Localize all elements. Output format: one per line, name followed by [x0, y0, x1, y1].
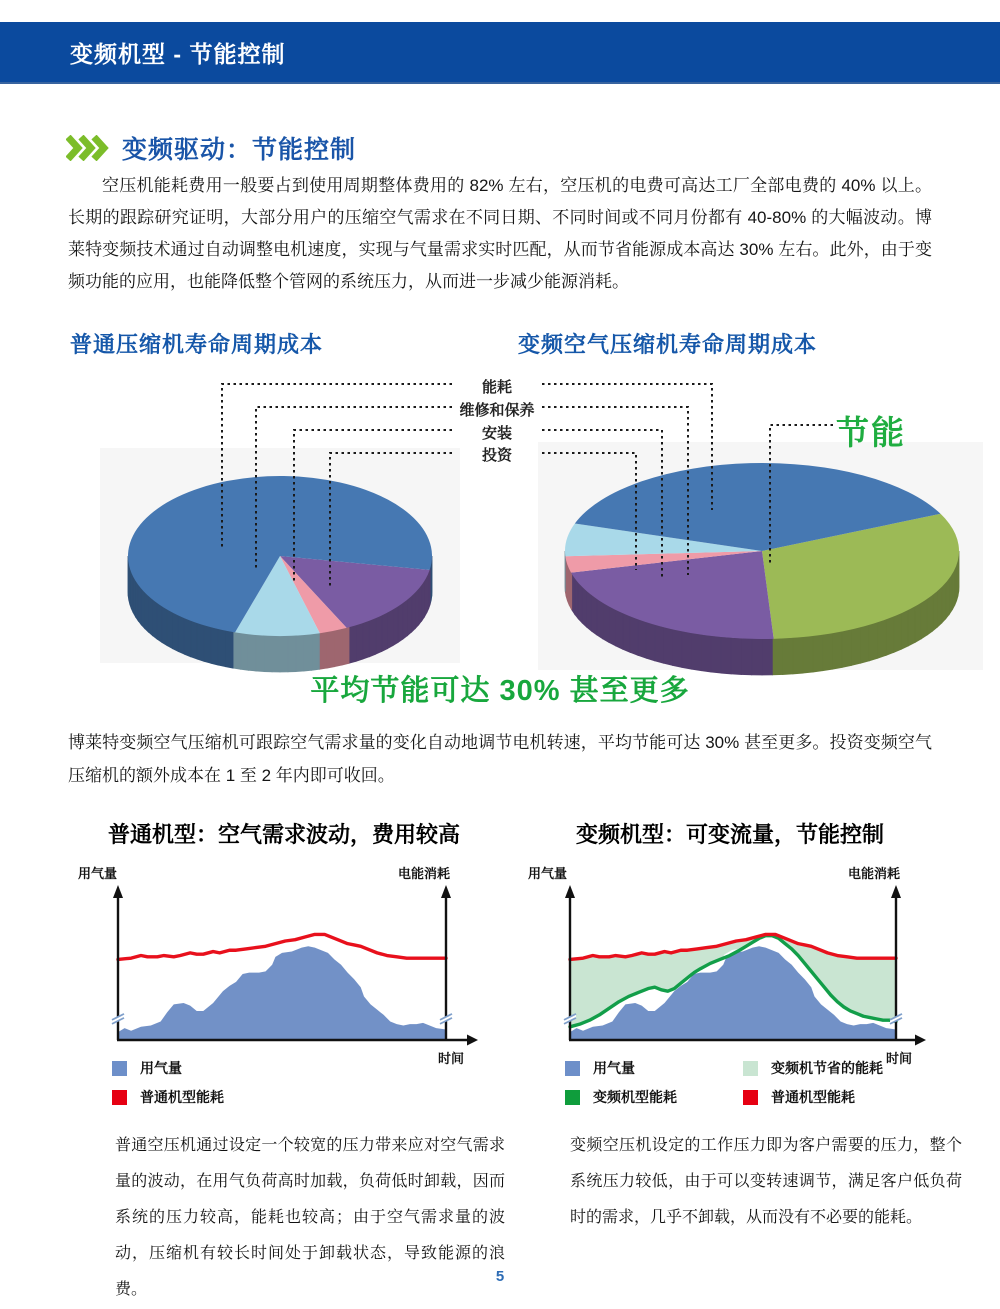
- pie-side-wall: [842, 629, 851, 667]
- pie-side-wall: [638, 619, 646, 658]
- pie-side-wall: [218, 629, 225, 667]
- y-axis-arrow: [891, 885, 901, 898]
- pie-side-wall: [248, 634, 256, 671]
- pie-side-wall: [342, 627, 349, 665]
- pie-side-wall: [256, 635, 264, 672]
- pie-side-wall: [901, 610, 908, 649]
- pie-side-wall: [241, 633, 249, 670]
- pie-side-wall: [691, 633, 701, 671]
- legend-swatch: [743, 1090, 758, 1105]
- pie-side-wall: [138, 585, 141, 625]
- pie-side-wall: [878, 619, 886, 658]
- x-axis-arrow: [915, 1035, 926, 1046]
- pie-side-wall: [304, 634, 312, 671]
- pie-side-wall: [908, 606, 915, 646]
- pie-side-wall: [363, 621, 370, 659]
- pie-side-wall: [949, 574, 952, 614]
- pie-side-wall: [403, 600, 408, 639]
- legend-swatch: [743, 1061, 758, 1076]
- pie-side-wall: [938, 587, 942, 627]
- pie-side-wall: [327, 631, 335, 668]
- area-chart-vfd-model: [528, 880, 928, 1055]
- legend-label: 用气量: [593, 1060, 635, 1076]
- pie-side-wall: [197, 623, 204, 661]
- pie-side-wall: [264, 636, 272, 672]
- pie-side-wall: [616, 610, 623, 649]
- pie-side-wall: [869, 622, 877, 661]
- pie-side-wall: [319, 632, 327, 669]
- pie-side-wall: [603, 603, 609, 643]
- pie-side-wall: [630, 616, 638, 655]
- y-axis-label-left-chart-demand: 用气量: [78, 866, 118, 881]
- intro-paragraph: 空压机能耗费用一般要占到使用周期整体费用的 82% 左右，空压机的电费可高达工厂全部电费的 40% 以上。长期的跟踪研究证明，大部分用户的压缩空气需求在不同日期、不同时间或不同月份都有 40-80% 的大幅波动。博莱特变频技术通过自动调整电机速度，实现与气量需求实时匹配，从而节省能源成本高达 30% 左右。此外，由于变频功能的应用，也能降低整个管网的系统压力，从而进一步减少能源消耗。: [68, 176, 932, 291]
- pie-side-wall: [586, 591, 591, 631]
- legend-item: [743, 1089, 958, 1105]
- y-axis-label-left-chart-power: 电能消耗: [397, 866, 450, 881]
- pie-side-wall: [272, 636, 280, 672]
- pie-side-wall: [162, 606, 167, 645]
- legend-item: [112, 1060, 224, 1076]
- chart-title-left: 普通机型：空气需求波动，费用较高: [107, 822, 460, 847]
- pie-side-wall: [398, 603, 403, 642]
- x-axis-label-right-chart: 时间: [886, 1051, 913, 1066]
- legend-item: [565, 1060, 743, 1076]
- pie-side-wall: [415, 589, 418, 629]
- legend-item: [565, 1089, 743, 1105]
- legend-label: 变频机型能耗: [593, 1089, 677, 1105]
- pie-side-wall: [173, 613, 179, 652]
- pie-side-wall: [655, 625, 664, 663]
- pie-side-wall: [664, 627, 673, 665]
- legend-swatch: [112, 1061, 127, 1076]
- pie-side-wall: [673, 629, 682, 667]
- pie-side-wall: [280, 636, 288, 672]
- pie-side-wall: [591, 595, 596, 635]
- mid-paragraph: 博莱特变频空气压缩机可跟踪空气需求量的变化自动地调节电机转速，平均节能可达 30% 甚至更多。投资变频空气压缩机的额外成本在 1 至 2 年内即可收回。: [68, 733, 932, 785]
- pie-title-right: 变频空气压缩机寿命周期成本: [518, 332, 818, 357]
- pie-side-wall: [572, 574, 575, 614]
- page-header-title: 变频机型 - 节能控制: [70, 40, 286, 67]
- pie-side-wall: [813, 635, 823, 672]
- pie-side-wall: [597, 599, 603, 639]
- pie-side-wall: [927, 595, 932, 635]
- pie-label-investment: 投资: [481, 447, 512, 464]
- pie-side-wall: [167, 610, 172, 649]
- pie-label-installation: 安装: [481, 425, 512, 442]
- pie-side-wall: [412, 592, 416, 632]
- legend-right-chart: [565, 1060, 958, 1105]
- pie-side-wall: [609, 606, 616, 646]
- pie-side-wall: [701, 635, 711, 672]
- pie-side-wall: [191, 621, 198, 659]
- legend-item: [112, 1089, 224, 1105]
- pie-side-wall: [861, 625, 870, 663]
- paragraph-vfd-model: 变频空压机设定的工作压力即为客户需要的压力，整个系统压力较低，由于可以变转速调节，满足客户低负荷时的需求，几乎不卸载，从而没有不必要的能耗。: [570, 1137, 962, 1226]
- section-heading: [66, 130, 356, 166]
- pie-side-wall: [833, 631, 843, 669]
- saving-banner: 平均节能可达 30% 甚至更多: [310, 675, 690, 707]
- pie-side-wall: [376, 615, 382, 654]
- page-header-bar: [0, 22, 1000, 84]
- y-axis-label-right-chart-demand: 用气量: [528, 866, 568, 881]
- pie-side-wall: [575, 578, 578, 618]
- legend-label: 变频机节省的能耗: [771, 1060, 883, 1076]
- pie-side-wall: [823, 633, 833, 671]
- pie-side-wall: [646, 622, 654, 661]
- y-axis-arrow: [441, 885, 451, 898]
- paragraph-normal-model: 普通空压机通过设定一个较宽的压力带来应对空气需求量的波动，在用气负荷高时加载，负荷低时卸载，因而系统的压力较高，能耗也较高；由于空气需求量的波动，压缩机有较长时间处于卸载状态，导致能源的浪费。: [115, 1137, 505, 1298]
- y-axis-label-right-chart-power: 电能消耗: [847, 866, 900, 881]
- legend-label: 普通机型能耗: [771, 1089, 855, 1105]
- pie-side-wall: [915, 603, 921, 643]
- pie-label-saving: 节能: [836, 414, 906, 451]
- page-number: 5: [495, 1268, 505, 1285]
- pie-side-wall: [145, 592, 149, 632]
- area-chart-normal-model: [80, 880, 480, 1055]
- pie-side-wall: [682, 631, 692, 669]
- x-axis-arrow: [467, 1035, 478, 1046]
- triple-chevron-icon: [66, 135, 110, 161]
- x-axis-label-left-chart: 时间: [438, 1051, 465, 1066]
- legend-left-chart: [112, 1060, 224, 1105]
- pie-side-wall: [942, 583, 946, 623]
- legend-swatch: [565, 1090, 580, 1105]
- pie-side-wall: [946, 578, 949, 618]
- legend-swatch: [112, 1090, 127, 1105]
- pie-side-wall: [226, 631, 234, 668]
- pie-side-wall: [851, 627, 860, 665]
- pie-title-left: 普通压缩机寿命周期成本: [70, 332, 324, 357]
- pie-side-wall: [211, 627, 218, 665]
- pie-side-wall: [387, 610, 392, 649]
- pie-side-wall: [356, 623, 363, 661]
- pie-side-wall: [623, 613, 630, 652]
- pie-side-wall: [184, 618, 190, 657]
- y-axis-arrow: [113, 885, 123, 898]
- pie-side-wall: [886, 616, 894, 655]
- pie-side-wall: [419, 585, 422, 625]
- pie-side-wall: [349, 625, 356, 663]
- pie-side-wall: [334, 629, 341, 667]
- pie-side-wall: [393, 606, 398, 645]
- chart-title-right: 变频机型：可变流量，节能控制: [575, 822, 884, 847]
- pie-label-energy: 能耗: [481, 379, 512, 396]
- pie-side-wall: [296, 635, 304, 672]
- pie-side-wall: [578, 583, 582, 623]
- legend-item: [743, 1060, 958, 1076]
- pie-side-wall: [407, 596, 411, 636]
- legend-swatch: [565, 1061, 580, 1076]
- pie-label-maintenance: 维修和保养: [459, 402, 535, 419]
- pie-side-wall: [178, 615, 184, 654]
- pie-side-wall: [369, 618, 375, 657]
- pie-side-wall: [141, 589, 144, 629]
- pie-side-wall: [921, 599, 927, 639]
- pie-side-wall: [153, 600, 158, 639]
- legend-label: 普通机型能耗: [140, 1089, 224, 1105]
- pie-side-wall: [204, 625, 211, 663]
- pie-side-wall: [894, 613, 901, 652]
- pie-side-wall: [382, 613, 388, 652]
- pie-side-wall: [288, 636, 296, 672]
- pie-side-wall: [233, 632, 241, 669]
- pie-side-wall: [933, 591, 938, 631]
- section-title: 变频驱动：节能控制: [122, 136, 357, 164]
- y-axis-arrow: [565, 885, 575, 898]
- pie-side-wall: [148, 596, 152, 636]
- legend-label: 用气量: [140, 1060, 182, 1076]
- pie-side-wall: [312, 633, 320, 670]
- pie-side-wall: [157, 603, 162, 642]
- demand-area: [118, 946, 446, 1040]
- pie-side-wall: [582, 587, 586, 627]
